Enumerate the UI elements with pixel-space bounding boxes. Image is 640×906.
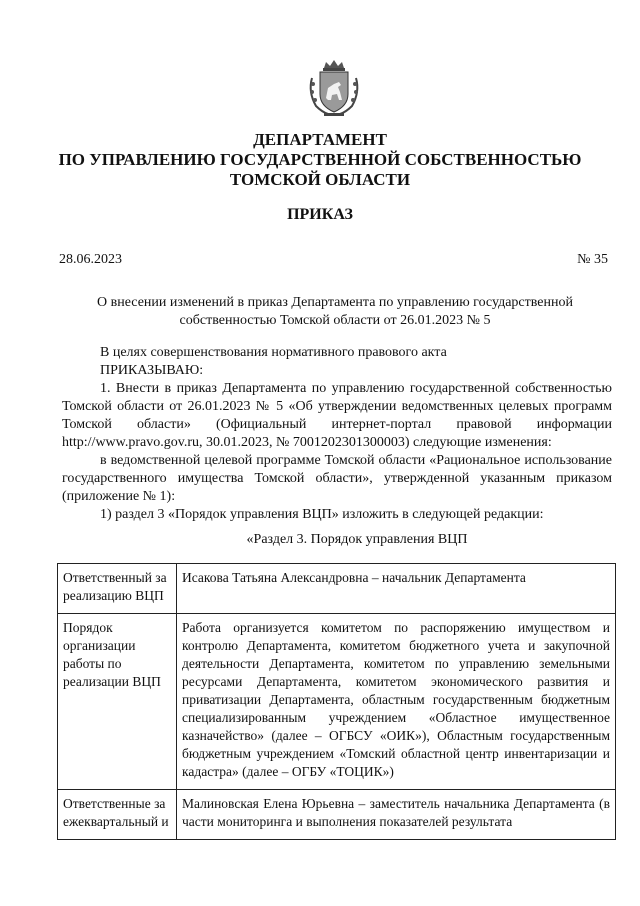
body-paragraph-program: в ведомственной целевой программе Томской области «Рациональное использование государственного имущества Томской области», утвержденной указанным приказом (приложение № 1): xyxy=(62,453,612,504)
table-cell-value: Работа организуется комитетом по распоряжению имуществом и контролю Департамента, комитетом бюджетного учета и закупочной деятельности Департамента, комитетом по управлению земельными ресурсами Департамента, комитетом экономического развития и приватизации Департамента, областным государственным бюджетным специализированным учреждением «Областное имущественное казначейство» (далее – ОГБСУ «ОИК»), Областным государственным бюджетным учреждением «Томский областной центр инвентаризации и кадастра» (далее – ОГБУ «ТОЦИК») xyxy=(177,614,616,790)
table-row xyxy=(58,790,616,840)
org-title-line2: ПО УПРАВЛЕНИЮ ГОСУДАРСТВЕННОЙ СОБСТВЕННОСТЬЮ xyxy=(58,150,582,169)
subject-line2: собственностью Томской области от 26.01.2023 № 5 xyxy=(179,313,491,328)
table-cell-label: Порядок организации работы по реализации ВЦП xyxy=(58,614,177,790)
body-paragraph-purpose: В целях совершенствования нормативного правового акта xyxy=(100,345,447,360)
body-paragraph-order: ПРИКАЗЫВАЮ: xyxy=(100,363,204,378)
table-cell-label: Ответственный за реализацию ВЦП xyxy=(58,564,177,614)
table-cell-label: Ответственные за ежеквартальный и xyxy=(58,790,177,840)
table-row xyxy=(58,564,616,614)
program-management-table xyxy=(57,563,616,840)
document-body xyxy=(62,344,612,524)
table-cell-value: Исакова Татьяна Александровна – начальник Департамента xyxy=(177,564,616,614)
subject-line1: О внесении изменений в приказ Департамента по управлению государственной xyxy=(97,295,573,310)
document-type: ПРИКАЗ xyxy=(287,206,353,223)
table-row xyxy=(58,614,616,790)
org-title-line1: ДЕПАРТАМЕНТ xyxy=(253,130,387,149)
tomsk-region-coat-of-arms-icon xyxy=(304,58,364,118)
organization-title xyxy=(40,130,600,190)
body-paragraph-section: 1) раздел 3 «Порядок управления ВЦП» изложить в следующей редакции: xyxy=(100,507,544,522)
org-title-line3: ТОМСКОЙ ОБЛАСТИ xyxy=(229,170,411,189)
document-subject xyxy=(60,294,610,330)
document-number: № 35 xyxy=(577,252,608,267)
section-heading: «Раздел 3. Порядок управления ВЦП xyxy=(246,532,468,547)
document-date: 28.06.2023 xyxy=(59,252,122,267)
body-paragraph-item1: 1. Внести в приказ Департамента по управлению государственной собственностью Томской области от 26.01.2023 № 5 «Об утверждении ведомственных целевых программ Томской области» (Официальный интернет-портал правовой информации http://www.pravo.gov.ru, 30.01.2023, № 7001202301300003) следующие изменения: xyxy=(62,381,612,450)
table-cell-value: Малиновская Елена Юрьевна – заместитель начальника Департамента (в части мониторинга и выполнения показателей результата xyxy=(177,790,616,840)
